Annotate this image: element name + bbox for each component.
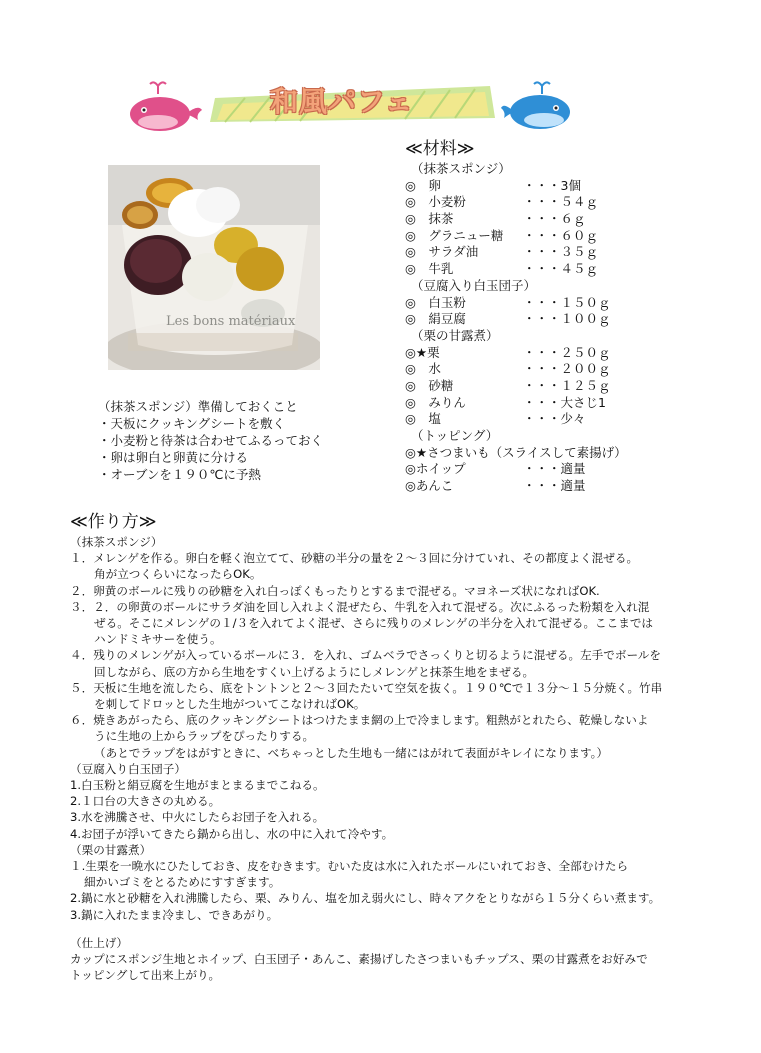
ingredient-section: （栗の甘露煮） [411,327,499,343]
prep-item: ・小麦粉と待茶は合わせてふるっておく [98,433,324,448]
ingredient-section: （豆腐入り白玉団子） [411,277,537,293]
ingredient-row: ◎ 牛乳 ・・・４５ｇ [405,261,599,277]
ingredients-list [405,138,725,495]
ingredient-row: ◎ 水 ・・・２００ｇ [405,361,611,377]
method-line: ４．残りのメレンゲが入っているボールに３．を入れ、ゴムベラでさっくりと切るように混ぜる。左手でボールを [70,648,661,663]
method-line: ５．天板に生地を流したら、底をトントンと２～３回たたいて空気を抜く。１９０℃で１３分～１５分焼く。竹串 [70,680,663,695]
method-line: 3.鍋に入れたまま冷まし、できあがり。 [70,907,279,922]
ingredient-row: ◎ 砂糖 ・・・１２５ｇ [405,377,611,393]
method-line: （仕上げ） [70,935,128,950]
prep-heading: （抹茶スポンジ）準備しておくこと [98,399,298,414]
method-lines [70,534,710,983]
method-line: （抹茶スポンジ） [70,535,163,549]
method-line: 角が立つくらいになったらOK。 [94,567,262,582]
method-line: ３．２．の卵黄のボールにサラダ油を回し入れよく混ぜたら、牛乳を入れて混ぜる。次にふるった粉類を入れ混 [70,599,650,614]
method-line: 4.お団子が浮いてきたら鍋から出し、水の中に入れて冷やす。 [70,826,394,841]
page-title: 和風パフェ [270,85,414,118]
method-line: （豆腐入り白玉団子） [70,761,186,776]
method-line: ６．焼きあがったら、底のクッキングシートはつけたまま網の上で冷まします。粗熱がとれたら、乾燥しないよ [70,713,649,728]
ingredient-row: ◎ グラニュー糖 ・・・６０ｇ [405,227,599,243]
ingredient-row: ◎ 抹茶 ・・・６ｇ [405,211,586,227]
method-line: 3.水を沸騰させ、中火にしたらお団子を入れる。 [70,810,325,825]
ingredient-row: ◎ 白玉粉 ・・・１５０ｇ [405,294,611,310]
prep-item: ・卵は卵白と卵黄に分ける [98,450,249,465]
method-line: １．メレンゲを作る。卵白を軽く泡立てて、砂糖の半分の量を２～３回に分けていれ、その都度よく混ぜる。 [70,551,639,566]
method-line: 2.１口台の大きさの丸める。 [70,794,221,809]
method-line: 2.鍋に水と砂糖を入れ沸騰したら、栗、みりん、塩を加え弱火にし、時々アクをとりながら１５分くらい煮ます。 [70,891,661,906]
method-line: を刺してドロッとした生地がついてこなければOK。 [94,697,366,712]
method-line: 回しながら、底の方から生地をすくい上げるようにしメレンゲと抹茶生地をまぜる。 [94,664,535,679]
ingredient-section: （トッピング） [411,428,499,443]
parfait-photo [108,165,320,370]
prep-notes [98,398,388,483]
ingredient-row: ◎ 塩 ・・・少々 [405,411,586,427]
ingredient-row: ◎ サラダ油 ・・・３５ｇ [405,244,599,260]
method-spacer [70,923,710,935]
blue-whale-icon [500,78,582,133]
method-line: 1.白玉粉と絹豆腐を生地がまとまるまでこねる。 [70,778,325,793]
prep-item: ・天板にクッキングシートを敷く [98,416,286,431]
method-heading: ≪作り方≫ [70,512,157,532]
ingredients-heading: ≪材料≫ [405,139,475,159]
ingredient-section: （抹茶スポンジ） [411,161,511,176]
method-section [70,510,710,983]
ingredient-row: ◎ホイップ ・・・適量 [405,461,586,477]
prep-item: ・オーブンを１９０℃に予熱 [98,467,261,482]
method-line: ハンドミキサーを使う。 [94,632,222,647]
ingredient-row: ◎ 小麦粉 ・・・５４ｇ [405,194,599,210]
cup-text: Les bons matériaux [166,314,296,329]
ingredient-row: ◎ みりん ・・・大さじ1 [405,394,606,410]
ingredient-row: ◎ 卵 ・・・3個 [405,177,581,193]
ingredient-row: ◎★さつまいも（スライスして素揚げ） [405,444,627,460]
method-line: （あとでラップをはがすときに、べちゃっとした生地も一緒にはがれて表面がキレイになります。） [94,745,609,760]
method-line: トッピングして出来上がり。 [70,968,221,983]
method-line: ぜる。そこにメレンゲの１/３を入れてよく混ぜ、さらに残りのメレンゲの半分を入れて混ぜる。ここまでは [94,616,654,631]
ingredient-row: ◎ 絹豆腐 ・・・１００ｇ [405,311,611,327]
method-line: カップにスポンジ生地とホイップ、白玉団子・あんこ、素揚げしたさつまいもチップス、栗の甘露煮をお好みで [70,952,648,967]
method-line: （栗の甘露煮） [70,842,152,857]
method-line: ２．卵黄のボールに残りの砂糖を入れ白っぽくもったりとするまで混ぜる。マヨネーズ状になればOK. [70,583,600,598]
ingredient-row: ◎あんこ ・・・適量 [405,478,586,494]
pink-whale-icon [122,80,204,135]
ingredient-row: ◎★栗 ・・・２５０ｇ [405,344,611,360]
method-line: １.生栗を一晩水にひたしておき、皮をむきます。むいた皮は水に入れたボールにいれておき、全部むけたら [70,859,629,874]
method-line: うに生地の上からラップをぴったりする。 [94,729,315,744]
method-line: 細かいゴミをとるためにすすぎます。 [84,875,281,890]
